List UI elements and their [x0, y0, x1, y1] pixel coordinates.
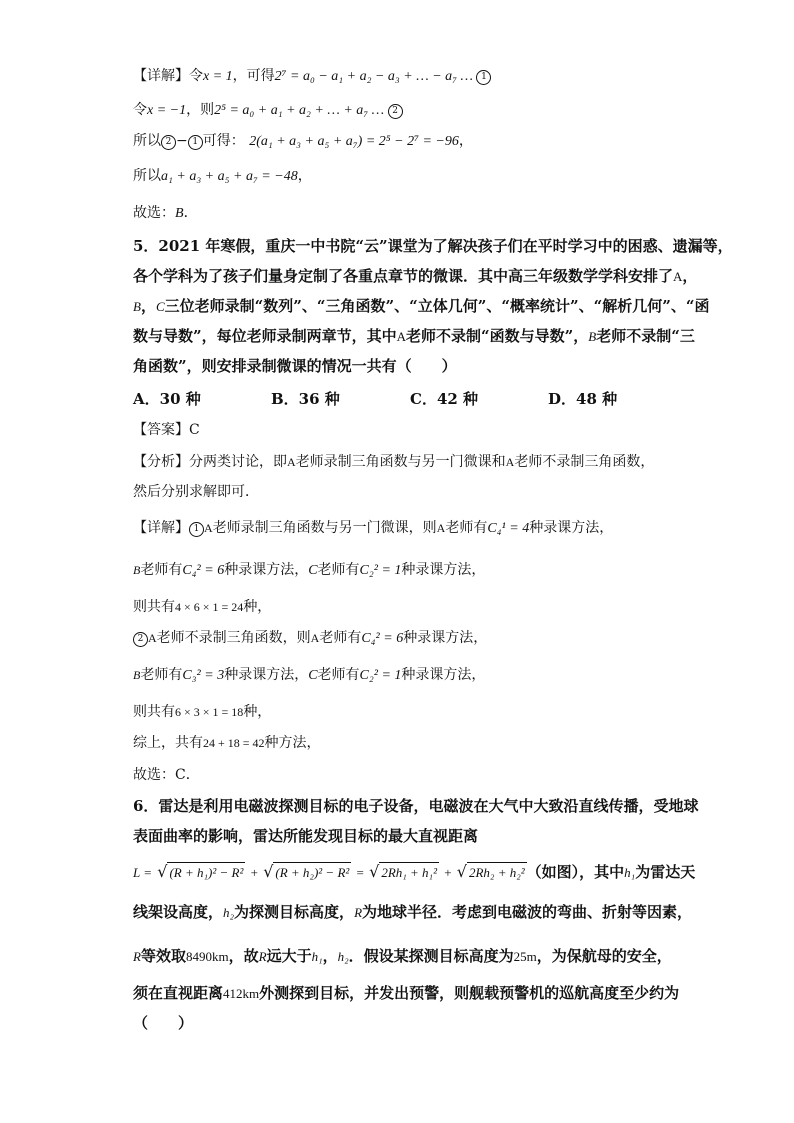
analysis-tag: 【分析】: [133, 454, 189, 470]
formula: 6 × 3 × 1 = 18: [175, 705, 244, 719]
formula: (R + h₂)² − R²: [273, 862, 351, 883]
detail-line-3: 所以 2 − 1 可得： 2(a₁ + a₃ + a₅ + a₇) = 2⁵ − 2⁷ = −96，: [133, 133, 473, 149]
circled-number: 2: [133, 632, 148, 647]
question-6-line-7: （ ）: [133, 1014, 194, 1032]
detail2-line-8: 故选：C．: [133, 767, 200, 783]
formula: C₂² = 1: [359, 563, 402, 578]
question-5-line-1: 5．2021 年寒假，重庆一中书院“云”课堂为了解决孩子们在平时学习中的困惑、遗漏等，: [133, 237, 733, 255]
detail-line-5: 故选：B．: [133, 205, 198, 221]
circled-number: 1: [189, 522, 204, 537]
question-5-line-3: B，C三位老师录制“数列”、“三角函数”、“立体几何”、“概率统计”、“解析几何”、“函: [133, 297, 710, 315]
detail-line-4: 所以a₁ + a₃ + a₅ + a₇ = −48，: [133, 168, 312, 184]
option-d[interactable]: D．48 种: [548, 390, 618, 408]
circled-number: 1: [476, 70, 491, 85]
question-5-line-5: 角函数”，则安排录制微课的情况一共有（ ）: [133, 357, 457, 375]
detail2-line-1: 【详解】 1 A老师录制三角函数与另一门微课，则A老师有C₄¹ = 4种录课方法，: [133, 520, 614, 536]
question-6-line-4: 线架设高度，h₂为探测目标高度，R为地球半径．考虑到电磁波的弯曲、折射等因素，: [133, 903, 693, 921]
analysis-line-1: 【分析】分两类讨论，即A老师录制三角函数与另一门微课和A老师不录制三角函数，: [133, 454, 655, 470]
question-5-line-4: 数与导数”，每位老师录制两章节，其中A老师不录制“函数与导数”，B老师不录制“三: [133, 327, 695, 345]
formula: C₄² = 6: [361, 631, 404, 646]
formula: 2Rh₁ + h₁²: [379, 862, 439, 883]
analysis-line-2: 然后分别求解即可．: [133, 484, 259, 500]
circled-number: 2: [161, 135, 176, 150]
detail2-line-2: B老师有C₄² = 6种录课方法，C老师有C₂² = 1种录课方法，: [133, 562, 486, 578]
formula: C₃² = 3: [182, 668, 225, 683]
formula: C₂² = 1: [359, 668, 402, 683]
question-6-line-5: R等效取8490km，故R远大于h₁，h₂．假设某探测目标高度为25m，为保航母的安全，: [133, 947, 672, 965]
detail-tag: 【详解】: [133, 68, 189, 84]
question-6-line-6: 须在直视距离412km外测探到目标，并发出预警，则舰载预警机的巡航高度至少约为: [133, 984, 680, 1002]
circled-number: 2: [388, 104, 403, 119]
answer-tag: 【答案】: [133, 422, 189, 438]
option-b[interactable]: B．36 种: [271, 390, 340, 408]
formula: 2(a₁ + a₃ + a₅ + a₇) = 2⁵ − 2⁷ = −96: [249, 134, 459, 149]
question-6-line-3: L = √ (R + h₁)² − R² + √ (R + h₂)² − R² = √ 2Rh₁ + h₁² + √ 2Rh₂ + h₂² （如图），其中h₁为雷达天: [133, 862, 696, 881]
detail-line-2: 令x = −1，则2⁵ = a₀ + a₁ + a₂ + … + a₇ … 2: [133, 100, 403, 121]
question-5-line-2: 各个学科为了孩子们量身定制了各重点章节的微课．其中高三年级数学学科安排了A，: [133, 267, 698, 285]
option-a[interactable]: A．30 种: [133, 390, 201, 408]
detail2-line-6: 则共有6 × 3 × 1 = 18种，: [133, 704, 272, 720]
option-c[interactable]: C．42 种: [410, 390, 479, 408]
detail2-line-4: 2 A老师不录制三角函数，则A老师有C₄² = 6种录课方法，: [133, 628, 487, 649]
detail2-line-3: 则共有4 × 6 × 1 = 24种，: [133, 599, 272, 615]
detail2-line-5: B老师有C₃² = 3种录课方法，C老师有C₂² = 1种录课方法，: [133, 667, 486, 683]
formula: 2⁵ = a₀ + a₁ + a₂ + … + a₇ …: [214, 103, 388, 118]
detail2-line-7: 综上，共有24 + 18 = 42种方法，: [133, 735, 321, 751]
formula: a₁ + a₃ + a₅ + a₇ = −48: [161, 169, 298, 184]
detail-line-1: 【详解】令x = 1，可得2⁷ = a₀ − a₁ + a₂ − a₃ + … − a₇ … 1: [133, 66, 491, 87]
formula: C₄¹ = 4: [487, 521, 530, 536]
answer-value: C: [189, 422, 200, 438]
formula: L =: [133, 865, 153, 880]
question-6-line-2: 表面曲率的影响，雷达所能发现目标的最大直视距离: [133, 827, 479, 845]
formula: 4 × 6 × 1 = 24: [175, 600, 244, 614]
circled-number: 1: [188, 135, 203, 150]
formula: C₄² = 6: [182, 563, 225, 578]
formula: 24 + 18 = 42: [203, 736, 265, 750]
detail-tag: 【详解】: [133, 520, 189, 536]
formula: 2⁷ = a₀ − a₁ + a₂ − a₃ + … − a₇ …: [274, 69, 477, 84]
question-6-line-1: 6．雷达是利用电磁波探测目标的电子设备，电磁波在大气中大致沿直线传播，受地球: [133, 797, 699, 815]
answer-line: [133, 420, 200, 440]
formula: 2Rh₂ + h₂²: [467, 862, 527, 883]
formula: (R + h₁)² − R²: [167, 862, 245, 883]
